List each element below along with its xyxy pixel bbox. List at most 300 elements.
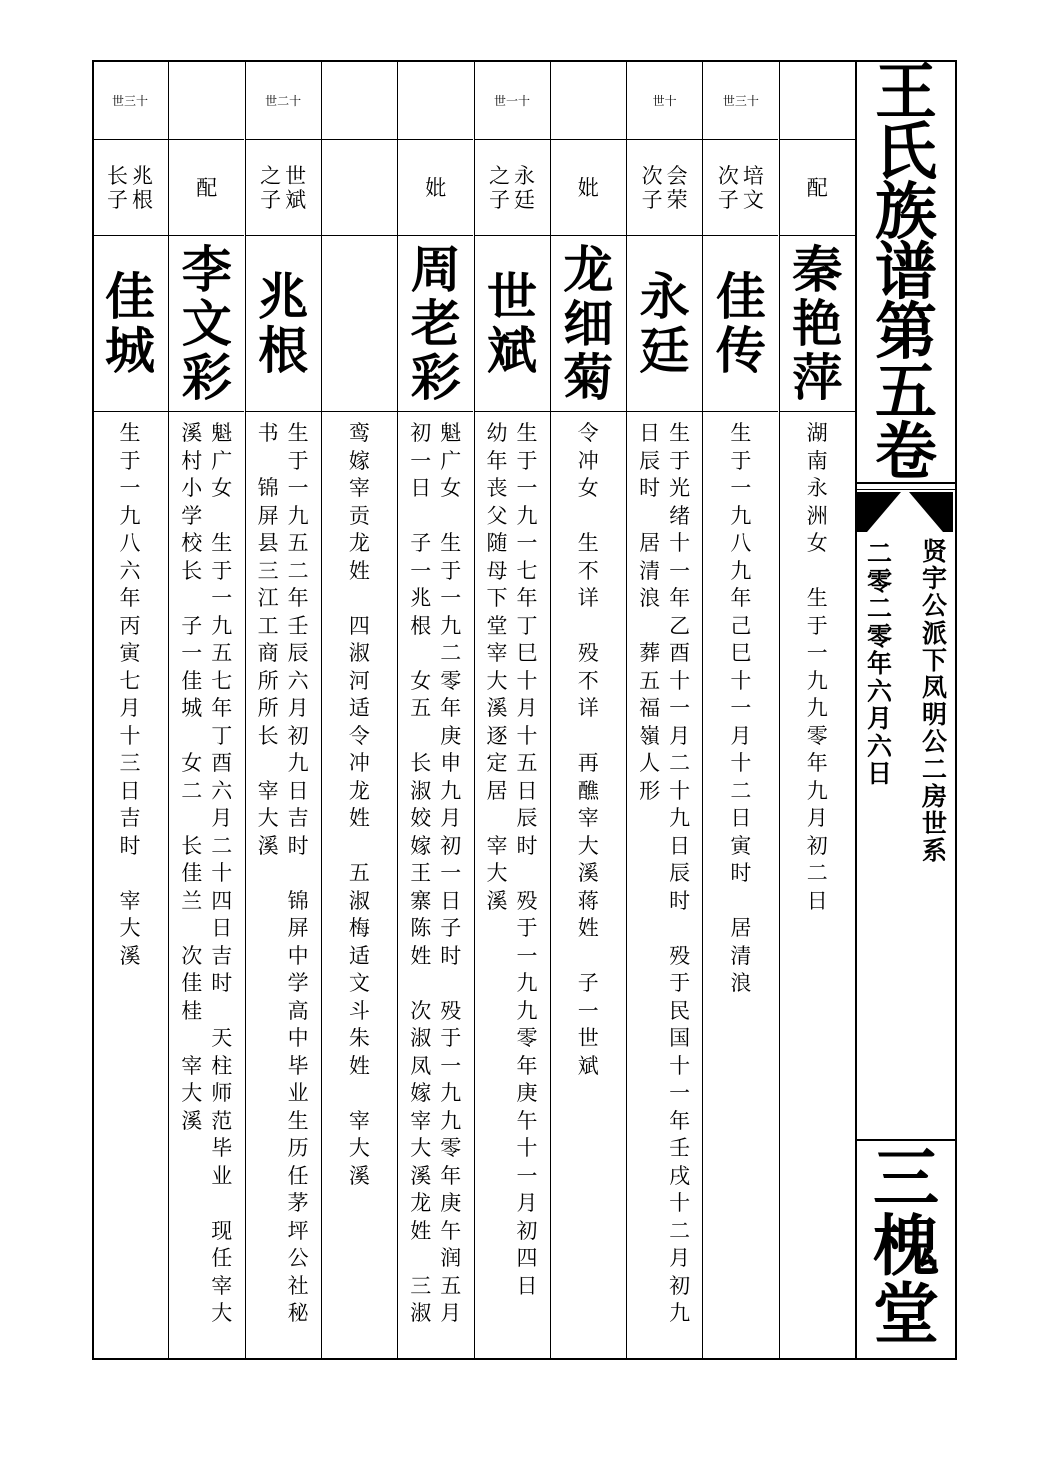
glyph: 幼 — [486, 421, 508, 445]
glyph: 姓 — [410, 1218, 432, 1243]
glyph: 贤 — [921, 537, 947, 566]
glyph: 零 — [440, 1136, 462, 1160]
glyph: 坪 — [287, 1218, 309, 1243]
glyph — [637, 613, 663, 641]
glyph: 二 — [287, 558, 309, 583]
glyph: 十 — [516, 1136, 538, 1160]
title-divider — [857, 482, 955, 484]
glyph — [179, 805, 205, 833]
glyph: 六 — [119, 558, 141, 583]
glyph: 宰 — [348, 476, 370, 500]
glyph: 子 — [440, 916, 462, 940]
glyph: 润 — [440, 1246, 462, 1270]
glyph: 溪 — [257, 833, 279, 858]
glyph: 宰 — [577, 806, 599, 830]
glyph: 于 — [119, 448, 141, 473]
entry-column — [779, 62, 855, 1358]
glyph: 三 — [873, 1139, 939, 1217]
glyph: 十 — [669, 778, 691, 803]
glyph: 壬 — [287, 613, 309, 638]
glyph: 酉 — [211, 751, 233, 775]
glyph: 永 — [639, 266, 690, 326]
glyph: 月 — [440, 806, 462, 830]
glyph: 月 — [867, 704, 893, 733]
biography-text — [408, 420, 464, 1358]
glyph: 溪 — [181, 421, 203, 445]
glyph — [408, 503, 434, 531]
glyph: 第 — [874, 295, 937, 368]
glyph: 巳 — [730, 641, 752, 665]
glyph: 七 — [211, 668, 233, 693]
glyph: 于 — [516, 448, 538, 473]
glyph: 斌 — [577, 1053, 599, 1078]
relation-cell — [703, 140, 778, 236]
glyph: 巳 — [516, 641, 538, 665]
biography-line — [804, 420, 830, 1358]
biography-line — [408, 420, 434, 1358]
glyph: 大 — [181, 1081, 203, 1105]
glyph: 二 — [440, 641, 462, 665]
glyph: 江 — [257, 586, 279, 610]
glyph: 洲 — [806, 503, 828, 528]
glyph — [408, 970, 434, 998]
glyph: 光 — [669, 476, 691, 500]
glyph: 零 — [516, 1026, 538, 1050]
relation-cell — [322, 140, 397, 236]
glyph: 根 — [410, 613, 432, 638]
biography-line — [575, 420, 601, 1358]
glyph: 冲 — [577, 448, 599, 473]
biography-line — [484, 420, 510, 1358]
glyph: 廷 — [639, 320, 690, 380]
glyph: 十 — [211, 861, 233, 885]
glyph: 一 — [669, 558, 691, 583]
glyph: 书 — [257, 421, 279, 445]
glyph: 魁 — [440, 421, 462, 445]
glyph: 时 — [211, 971, 233, 995]
glyph: 月 — [730, 723, 752, 748]
glyph: 桂 — [181, 998, 203, 1023]
glyph: 高 — [287, 998, 309, 1023]
glyph: 屏 — [257, 503, 279, 528]
glyph: 年 — [516, 1053, 538, 1078]
entry-column — [626, 62, 702, 1358]
glyph: 殁 — [577, 641, 599, 665]
glyph: 九 — [516, 998, 538, 1023]
relation-line — [489, 164, 510, 212]
glyph: 于 — [440, 558, 462, 583]
glyph: 定 — [486, 751, 508, 775]
glyph: 九 — [516, 503, 538, 528]
glyph: 令 — [348, 723, 370, 748]
glyph: 永 — [514, 163, 535, 188]
glyph: 六 — [867, 731, 893, 761]
glyph: 三 — [119, 751, 141, 775]
relation-text — [425, 176, 446, 200]
glyph: 师 — [211, 1081, 233, 1105]
glyph: 槐 — [873, 1207, 939, 1285]
glyph: 十 — [516, 723, 538, 748]
glyph — [667, 915, 693, 943]
glyph: 五 — [287, 531, 309, 555]
glyph: 四 — [516, 1246, 538, 1270]
glyph: 广 — [211, 448, 233, 473]
fish-tail-right — [909, 492, 953, 532]
person-name — [792, 239, 843, 407]
name-cell — [322, 236, 397, 412]
glyph — [575, 943, 601, 971]
glyph: 大 — [410, 1136, 432, 1160]
glyph — [637, 503, 663, 531]
glyph: 五 — [440, 1273, 462, 1298]
glyph: 世 — [285, 163, 307, 188]
name-cell — [92, 236, 168, 412]
glyph: 子 — [260, 187, 282, 212]
glyph — [346, 585, 372, 613]
glyph — [408, 723, 434, 751]
glyph: 年 — [516, 586, 538, 610]
name-cell — [780, 236, 855, 412]
relation-text — [489, 164, 535, 212]
relation-line — [578, 176, 599, 200]
relation-line — [667, 164, 688, 212]
glyph: 四 — [348, 613, 370, 638]
glyph: 一 — [211, 586, 233, 610]
glyph: 二 — [921, 754, 947, 784]
glyph: 居 — [486, 778, 508, 803]
glyph: 三 — [410, 1273, 432, 1298]
generation-cell: 世一十 — [475, 62, 550, 140]
glyph: 范 — [211, 1108, 233, 1133]
glyph: 年 — [669, 1108, 691, 1133]
name-cell — [551, 236, 626, 412]
hall-name-text — [873, 1139, 939, 1353]
glyph: 学 — [287, 971, 309, 995]
glyph: 七 — [516, 558, 538, 583]
glyph: 姓 — [348, 558, 370, 583]
glyph: 时 — [639, 476, 661, 500]
glyph: 二 — [669, 1218, 691, 1243]
glyph: 月 — [806, 806, 828, 830]
fish-tail-ornament — [857, 492, 953, 532]
glyph: 适 — [348, 943, 370, 968]
glyph: 乙 — [669, 613, 691, 638]
relation-line — [196, 176, 217, 200]
relation-line — [642, 164, 663, 212]
glyph: 吉 — [211, 943, 233, 968]
glyph: 长 — [257, 723, 279, 748]
glyph: 彩 — [181, 347, 232, 407]
glyph: 丧 — [486, 476, 508, 500]
relation-cell — [92, 140, 168, 236]
glyph: 姓 — [410, 943, 432, 968]
glyph: 日 — [669, 833, 691, 858]
relation-text — [578, 176, 599, 200]
glyph: 丁 — [211, 723, 233, 748]
glyph: 一 — [410, 558, 432, 583]
glyph: 生 — [287, 1108, 309, 1133]
glyph: 凤 — [921, 673, 947, 703]
glyph: 子 — [107, 187, 128, 212]
glyph: 浪 — [639, 586, 661, 610]
glyph: 一 — [440, 586, 462, 610]
glyph: 生 — [287, 421, 309, 445]
glyph: 根 — [132, 187, 153, 212]
glyph: 丙 — [119, 613, 141, 638]
glyph — [209, 503, 235, 531]
biography-line — [346, 420, 372, 1358]
glyph: 生 — [440, 531, 462, 555]
glyph: 一 — [516, 476, 538, 500]
glyph: 二 — [730, 778, 752, 803]
glyph: 秘 — [287, 1301, 309, 1325]
glyph: 四 — [211, 888, 233, 913]
glyph: 姓 — [348, 806, 370, 830]
glyph: 传 — [715, 320, 766, 380]
glyph: 月 — [516, 1191, 538, 1215]
glyph: 业 — [211, 1163, 233, 1188]
glyph: 城 — [181, 696, 203, 720]
glyph: 佳 — [105, 266, 155, 326]
glyph: 之 — [260, 163, 282, 188]
glyph: 永 — [806, 476, 828, 500]
relation-text — [718, 164, 764, 212]
glyph: 次 — [641, 163, 663, 188]
glyph: 社 — [287, 1273, 309, 1298]
glyph: 会 — [666, 163, 688, 188]
glyph: 初 — [287, 723, 309, 748]
glyph: 宰 — [181, 1053, 203, 1078]
glyph: 荣 — [666, 187, 688, 212]
glyph: 兆 — [258, 266, 309, 326]
glyph: 堂 — [486, 613, 508, 638]
glyph: 生 — [211, 531, 233, 555]
glyph: 九 — [211, 613, 233, 638]
glyph: 适 — [348, 696, 370, 720]
glyph: 十 — [669, 531, 691, 555]
glyph: 庚 — [440, 723, 462, 748]
biography-line — [667, 420, 693, 1358]
glyph: 五 — [516, 751, 538, 775]
glyph: 中 — [287, 1026, 309, 1050]
glyph: 一 — [440, 861, 462, 885]
glyph: 女 — [577, 476, 599, 500]
generation-cell: 世十 — [627, 62, 702, 140]
glyph: 宰 — [257, 778, 279, 803]
glyph: 毕 — [211, 1136, 233, 1160]
glyph: 萍 — [792, 347, 843, 407]
relation-line — [514, 164, 535, 212]
relation-text — [642, 164, 688, 212]
glyph: 氏 — [874, 115, 937, 188]
glyph: 零 — [867, 566, 893, 596]
biography-cell — [703, 412, 778, 1358]
glyph: 十 — [730, 751, 752, 775]
glyph: 柱 — [211, 1053, 233, 1078]
glyph: 魁 — [211, 421, 233, 445]
glyph: 谱 — [874, 235, 937, 308]
glyph: 任 — [287, 1163, 309, 1188]
glyph — [209, 998, 235, 1026]
glyph: 溪 — [181, 1108, 203, 1133]
compile-date — [867, 540, 892, 788]
glyph: 月 — [669, 1246, 691, 1270]
biography-line — [514, 420, 540, 1358]
relation-line — [132, 164, 153, 212]
glyph: 十 — [669, 668, 691, 693]
glyph: 卷 — [874, 415, 937, 488]
generation-cell — [398, 62, 473, 140]
glyph: 时 — [287, 833, 309, 858]
glyph: 辰 — [669, 861, 691, 885]
glyph: 派 — [921, 618, 947, 648]
biography-line — [285, 420, 311, 1358]
glyph: 长 — [410, 751, 432, 775]
entry-column — [550, 62, 626, 1358]
glyph: 一 — [730, 696, 752, 720]
biography-cell — [398, 412, 473, 1358]
glyph: 县 — [257, 531, 279, 555]
glyph: 醮 — [577, 778, 599, 803]
glyph: 一 — [119, 476, 141, 500]
glyph — [514, 860, 540, 888]
glyph: 子 — [577, 971, 599, 995]
glyph: 于 — [516, 916, 538, 940]
glyph: 五 — [639, 668, 661, 693]
glyph: 一 — [730, 476, 752, 500]
glyph: 嫁 — [348, 448, 370, 473]
glyph: 寅 — [119, 641, 141, 665]
glyph: 世 — [487, 266, 537, 326]
person-name — [410, 239, 461, 407]
book-title — [857, 55, 955, 488]
glyph: 次 — [410, 998, 432, 1023]
glyph: 系 — [921, 836, 947, 866]
glyph: 年 — [669, 586, 691, 610]
glyph: 丁 — [516, 613, 538, 638]
glyph: 吉 — [287, 806, 309, 830]
glyph: 月 — [287, 696, 309, 720]
glyph: 佳 — [181, 971, 203, 995]
glyph: 所 — [257, 696, 279, 720]
glyph: 月 — [119, 696, 141, 720]
glyph: 于 — [669, 448, 691, 473]
glyph: 女 — [440, 476, 462, 500]
glyph — [728, 888, 754, 916]
glyph: 明 — [921, 700, 947, 730]
generation-cell — [169, 62, 244, 140]
glyph: 清 — [639, 558, 661, 583]
glyph: 寨 — [410, 888, 432, 913]
glyph: 二 — [669, 751, 691, 775]
glyph: 殁 — [516, 888, 538, 913]
glyph: 大 — [486, 861, 508, 885]
glyph: 详 — [577, 586, 599, 610]
glyph: 初 — [440, 833, 462, 858]
person-name — [563, 239, 614, 407]
glyph: 溪 — [119, 943, 141, 968]
generation-cell — [322, 62, 397, 140]
glyph: 世 — [921, 809, 947, 839]
glyph: 公 — [921, 727, 947, 757]
relation-line — [107, 164, 128, 212]
person-name — [181, 239, 232, 407]
glyph: 历 — [287, 1136, 309, 1160]
glyph: 佳 — [181, 668, 203, 693]
glyph: 日 — [867, 759, 893, 788]
glyph: 兆 — [410, 586, 432, 610]
glyph: 中 — [287, 943, 309, 968]
glyph: 宰 — [410, 1108, 432, 1133]
person-name — [105, 266, 155, 380]
glyph: 淑 — [348, 641, 370, 665]
glyph: 九 — [730, 503, 752, 528]
glyph: 八 — [119, 531, 141, 555]
glyph: 斗 — [348, 998, 370, 1023]
glyph: 一 — [516, 531, 538, 555]
glyph: 大 — [119, 916, 141, 940]
glyph: 一 — [806, 641, 828, 665]
glyph: 寅 — [730, 833, 752, 858]
glyph: 己 — [730, 613, 752, 638]
biography-line — [117, 420, 143, 1358]
glyph — [179, 723, 205, 751]
glyph: 二 — [867, 539, 893, 568]
entry-column — [321, 62, 397, 1358]
glyph: 九 — [669, 806, 691, 830]
glyph — [438, 970, 464, 998]
glyph: 初 — [516, 1218, 538, 1243]
name-cell — [246, 236, 321, 412]
glyph: 配 — [806, 175, 828, 200]
relation-cell — [246, 140, 321, 236]
glyph: 村 — [181, 448, 203, 473]
glyph: 子 — [410, 531, 432, 555]
glyph: 五 — [874, 355, 937, 428]
compile-date-text — [867, 540, 892, 788]
glyph: 庚 — [516, 1081, 538, 1105]
glyph: 福 — [639, 696, 661, 720]
glyph: 壬 — [669, 1136, 691, 1160]
glyph: 日 — [806, 888, 828, 913]
name-cell — [703, 236, 778, 412]
biography-line — [728, 420, 754, 1358]
glyph: 斌 — [487, 320, 537, 380]
glyph: 令 — [577, 421, 599, 445]
glyph: 年 — [287, 586, 309, 610]
glyph: 辰 — [639, 448, 661, 473]
glyph: 彩 — [410, 347, 461, 407]
glyph: 形 — [639, 778, 661, 803]
glyph: 河 — [348, 668, 370, 693]
glyph: 配 — [196, 175, 218, 200]
glyph — [484, 805, 510, 833]
glyph: 淑 — [410, 1301, 432, 1325]
glyph — [285, 860, 311, 888]
biography-cell — [551, 412, 626, 1358]
glyph: 九 — [806, 696, 828, 720]
glyph: 年 — [440, 1163, 462, 1188]
title-divider-thin — [857, 489, 955, 490]
glyph: 一 — [440, 1053, 462, 1078]
glyph: 戌 — [669, 1163, 691, 1188]
glyph: 长 — [181, 558, 203, 583]
glyph: 九 — [440, 1108, 462, 1133]
glyph: 子 — [489, 187, 510, 212]
glyph: 清 — [730, 943, 752, 968]
glyph: 溪 — [577, 861, 599, 885]
biography-cell — [92, 412, 168, 1358]
